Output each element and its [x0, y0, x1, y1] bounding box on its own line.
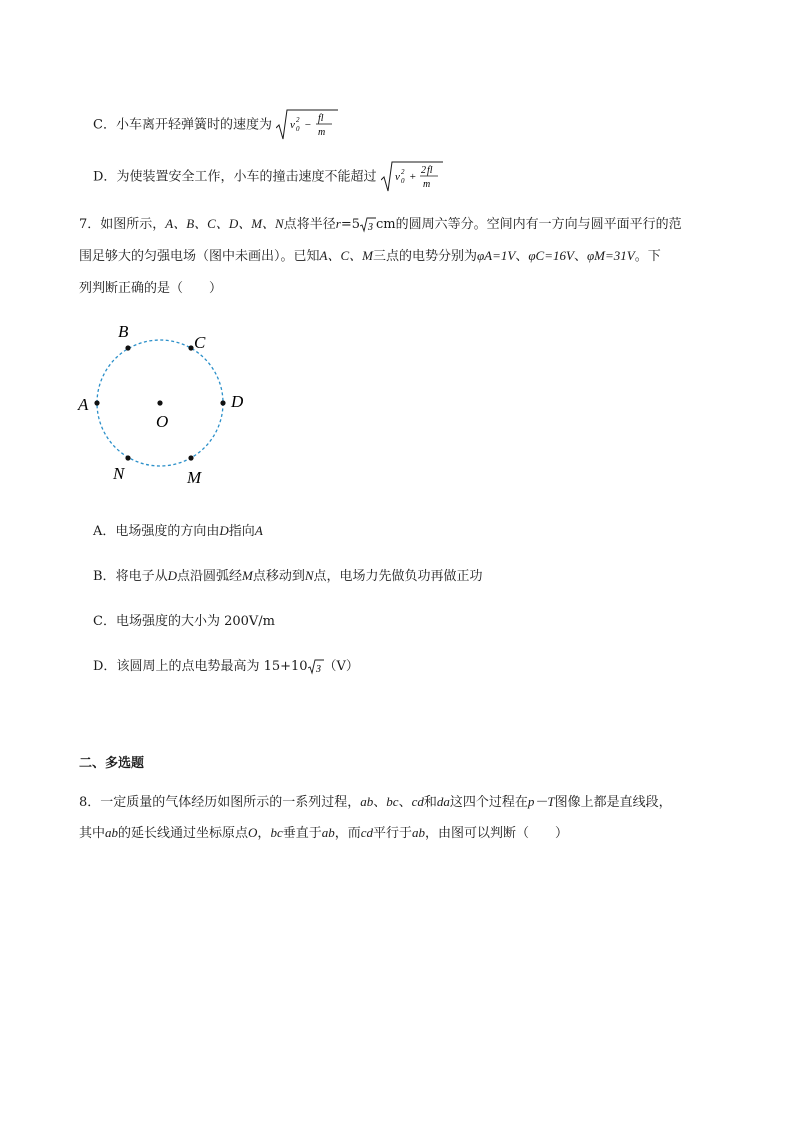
point-n-ref: N: [304, 568, 314, 583]
potential-c: φC=16V: [528, 248, 574, 263]
label-n: N: [113, 464, 125, 483]
point-list: A、B、C、D、M、N: [165, 216, 284, 231]
option-label: D．: [93, 169, 117, 185]
svg-text:m: m: [422, 179, 430, 190]
option-text: （V）: [323, 659, 359, 674]
hexagon-circle-figure: [70, 315, 260, 495]
stem-text: =5: [340, 217, 360, 232]
process-ab: ab: [321, 825, 335, 840]
section-heading: 二、多选题: [79, 756, 145, 771]
svg-text:2: 2: [296, 116, 300, 124]
label-m: M: [187, 468, 202, 487]
q7-stem-line-3: [79, 277, 222, 296]
potential-m: φM=31V: [586, 248, 635, 263]
q7-option-d[interactable]: [93, 655, 359, 675]
q6-option-c[interactable]: [93, 108, 338, 142]
point-b-dot: [125, 345, 130, 350]
stem-text: 点将半径: [283, 217, 336, 232]
q6-option-d[interactable]: [93, 160, 443, 194]
svg-text:2: 2: [420, 165, 426, 176]
point-a-ref: A: [254, 523, 263, 538]
svg-text:0: 0: [296, 125, 300, 133]
stem-text: 三点的电势分别为: [372, 249, 477, 264]
process-cd: cd: [360, 825, 374, 840]
stem-text: 的延长线通过坐标原点: [118, 826, 249, 841]
stem-text: 其中: [79, 826, 106, 841]
q8-stem-line-2: [79, 822, 568, 841]
process-da: da: [436, 794, 450, 809]
svg-text:fl: fl: [318, 113, 324, 124]
option-text: 为使装置安全工作，小车的撞击速度不能超过: [116, 169, 377, 185]
point-m-dot: [188, 455, 193, 460]
stem-text: ，由图可以判断（ ）: [425, 826, 569, 841]
point-d-dot: [220, 400, 225, 405]
sqrt-expression: [381, 160, 443, 194]
q7-stem-line-1: [79, 213, 682, 233]
separator: 、: [373, 795, 387, 810]
point-c-dot: [188, 345, 193, 350]
q7-option-c[interactable]: [93, 610, 275, 629]
option-label: C．: [93, 614, 116, 629]
label-o: O: [156, 412, 169, 431]
option-text: 点，电场力先做负功再做正功: [313, 569, 483, 584]
point-n-dot: [125, 455, 130, 460]
option-label: B．: [93, 569, 116, 584]
svg-text:fl: fl: [426, 165, 433, 176]
p-t-graph-ref: p－T: [527, 794, 555, 809]
stem-text: 8．一定质量的气体经历如图所示的一系列过程，: [79, 795, 361, 810]
stem-text: 垂直于: [282, 826, 322, 841]
svg-text:−: −: [304, 119, 312, 131]
sqrt3-icon: [360, 217, 376, 233]
potential-a: φA=1V: [476, 248, 516, 263]
sqrt-v0-2fl-m-formula: [381, 160, 443, 194]
point-a-dot: [94, 400, 99, 405]
option-label: C．: [93, 117, 116, 133]
svg-text:3: 3: [315, 663, 321, 675]
svg-text:v: v: [290, 119, 295, 131]
stem-text: 平行于: [373, 826, 413, 841]
sqrt3-icon: [308, 659, 324, 675]
stem-text: 。下: [634, 249, 661, 264]
q8-stem-line-1: [79, 791, 672, 810]
process-ab: ab: [412, 825, 426, 840]
stem-text: 这四个过程在: [449, 795, 528, 810]
sqrt-v0-fl-m-formula: [276, 108, 338, 142]
label-c: C: [194, 333, 206, 352]
stem-text: 列判断正确的是（ ）: [79, 281, 223, 296]
option-text: 该圆周上的点电势最高为 15+10: [116, 659, 308, 674]
q7-option-a[interactable]: [93, 520, 263, 539]
option-text: 将电子从: [115, 569, 168, 584]
process-cd: cd: [411, 794, 424, 809]
point-m-ref: M: [241, 568, 253, 583]
svg-text:v: v: [394, 171, 400, 183]
stem-text: 7．如图所示，: [79, 217, 166, 232]
label-b: B: [118, 322, 129, 341]
svg-text:0: 0: [400, 177, 405, 185]
stem-text: ，而: [334, 826, 361, 841]
svg-text:m: m: [318, 127, 326, 138]
option-label: D．: [93, 659, 117, 674]
sqrt-expression: [276, 108, 338, 142]
point-list: A、C、M: [319, 248, 373, 263]
process-ab: ab: [105, 825, 119, 840]
label-d: D: [231, 392, 244, 411]
stem-text: 图像上都是直线段，: [554, 795, 672, 810]
option-text: 指向: [228, 524, 255, 539]
svg-text:3: 3: [367, 221, 373, 233]
option-text: 点移动到: [252, 569, 305, 584]
point-d-ref: D: [219, 523, 229, 538]
process-ab: ab: [360, 794, 374, 809]
svg-text:+: +: [408, 171, 417, 183]
option-text: 小车离开轻弹簧时的速度为: [115, 117, 272, 133]
point-d-ref: D: [167, 568, 177, 583]
option-text: 电场强度的大小为 200V/m: [115, 614, 275, 629]
radius-symbol: r: [335, 216, 341, 231]
stem-text: 和: [423, 795, 437, 810]
separator: 、: [398, 795, 412, 810]
option-text: 点沿圆弧经: [176, 569, 242, 584]
stem-text: 围足够大的匀强电场（图中未画出）。已知: [79, 249, 320, 264]
process-bc: bc: [270, 825, 283, 840]
stem-text: ，: [257, 826, 271, 841]
q7-stem-line-2: 围足够大的匀强电场（图中未画出）。已知A、C、M三点的电势分别为φA=1V、φC=16V、φM=31V。下: [79, 248, 661, 264]
svg-text:2: 2: [400, 168, 405, 176]
center-o-dot: [157, 400, 162, 405]
stem-text: cm的圆周六等分。空间内有一方向与圆平面平行的范: [375, 217, 682, 232]
origin-ref: O: [248, 825, 258, 840]
option-text: 电场强度的方向由: [115, 524, 220, 539]
process-bc: bc: [386, 794, 399, 809]
label-a: A: [78, 395, 89, 414]
option-label: A．: [93, 524, 116, 539]
q7-option-b[interactable]: [93, 565, 483, 584]
